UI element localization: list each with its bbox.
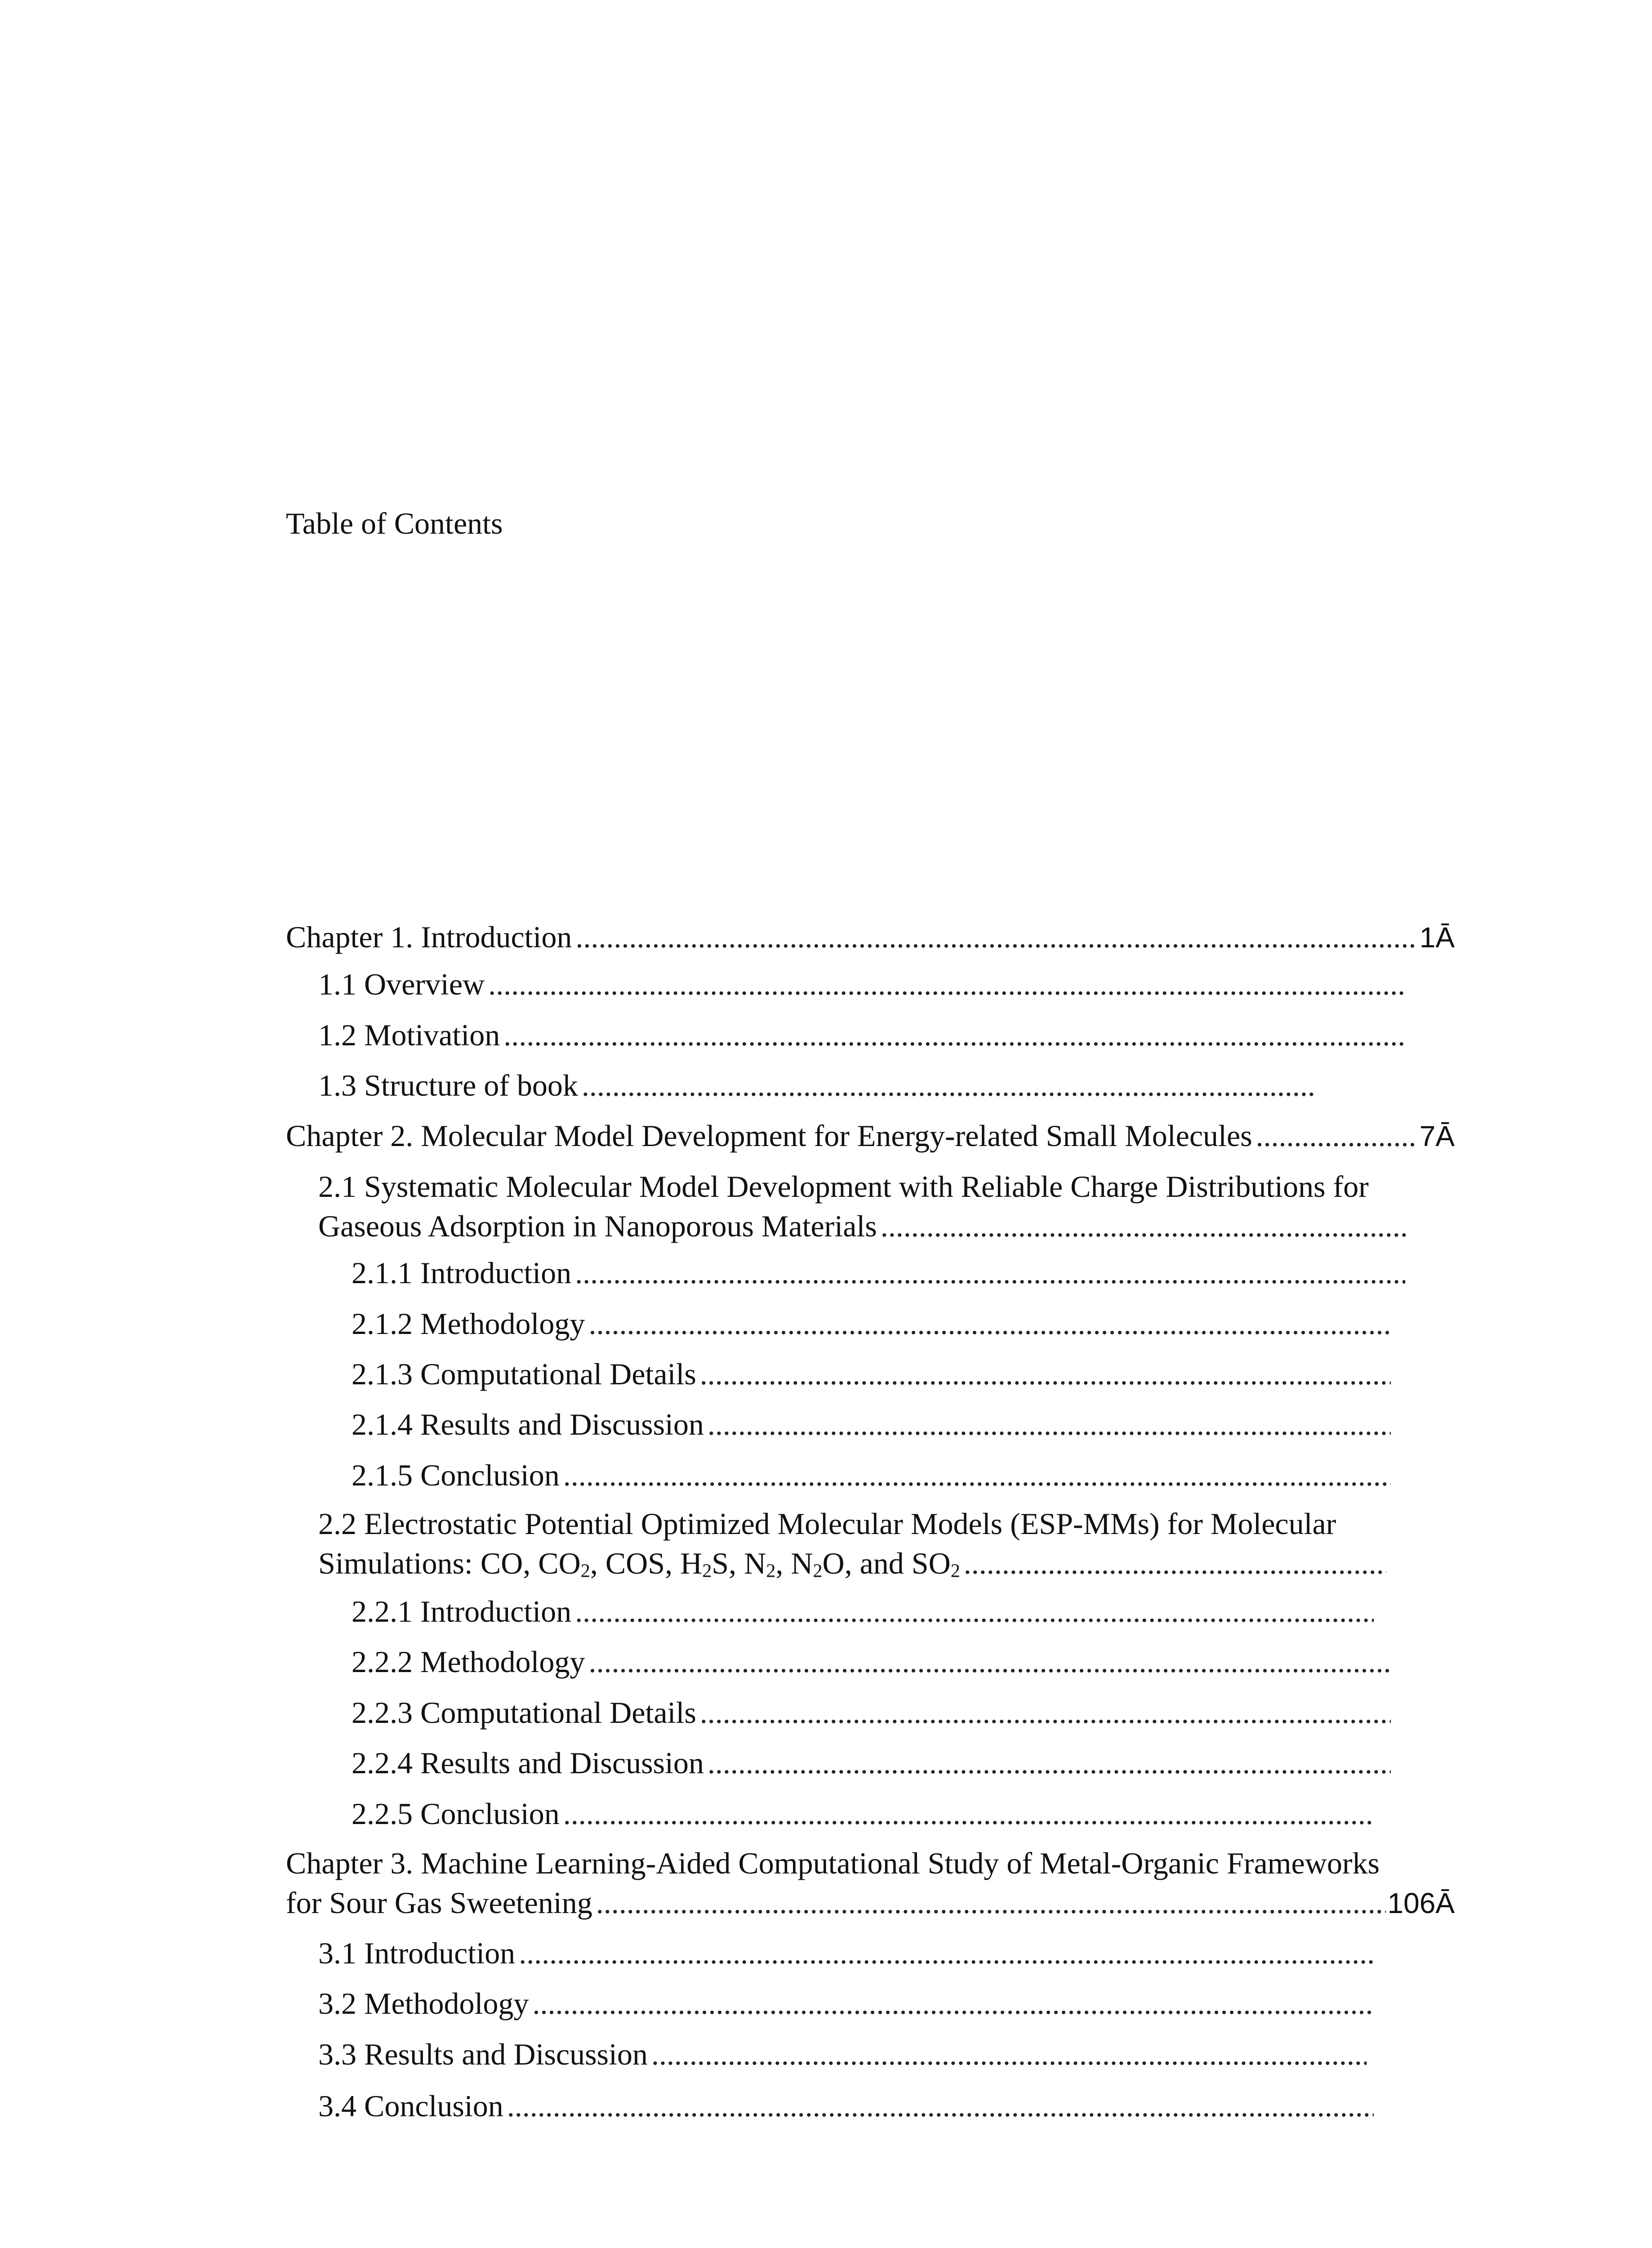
page-title: Table of Contents xyxy=(286,506,503,540)
dot-leader xyxy=(651,2034,1367,2074)
toc-entry-title: 2.1.3 Computational Details xyxy=(352,1357,696,1391)
toc-entry-title: 2.2.5 Conclusion xyxy=(352,1797,560,1831)
dot-leader xyxy=(588,1304,1391,1343)
toc-entry-title: for Sour Gas Sweetening xyxy=(286,1886,592,1920)
toc-entry[interactable] xyxy=(352,1455,1391,1495)
dot-leader xyxy=(708,1405,1391,1444)
toc-entry[interactable] xyxy=(286,1116,1455,1156)
toc-entry-title: 1.3 Structure of book xyxy=(318,1068,578,1102)
toc-entry[interactable] xyxy=(318,1933,1374,1973)
toc-entry-title: Chapter 3. Machine Learning-Aided Computational Study of Metal-Organic Frameworks xyxy=(286,1846,1380,1880)
toc-entry-title: 2.1.2 Methodology xyxy=(352,1307,585,1341)
toc-entry-title: 2.2.2 Methodology xyxy=(352,1645,585,1679)
dot-leader xyxy=(488,964,1405,1004)
toc-entry[interactable] xyxy=(352,1405,1391,1444)
dot-leader xyxy=(582,1066,1315,1105)
toc-entry-title: 1.2 Motivation xyxy=(318,1018,500,1052)
dot-leader xyxy=(503,1015,1405,1055)
dot-leader xyxy=(1256,1116,1418,1155)
toc-page-number: 1Ā xyxy=(1419,921,1455,954)
toc-page-number: 7Ā xyxy=(1419,1120,1455,1152)
toc-entry-title: 3.4 Conclusion xyxy=(318,2089,503,2123)
toc-entry[interactable] xyxy=(318,1015,1405,1055)
dot-leader xyxy=(708,1743,1391,1783)
toc-entry[interactable] xyxy=(318,1984,1374,2023)
toc-entry-title: 2.2.3 Computational Details xyxy=(352,1695,696,1730)
toc-entry-title: 2.2 Electrostatic Potential Optimized Molecular Models (ESP-MMs) for Molecular xyxy=(318,1507,1336,1541)
dot-leader xyxy=(881,1206,1410,1246)
toc-entry[interactable] xyxy=(352,1592,1374,1631)
toc-entry-title: Chapter 1. Introduction xyxy=(286,920,572,954)
toc-entry[interactable] xyxy=(286,917,1455,957)
toc-entry-title: 3.3 Results and Discussion xyxy=(318,2037,648,2071)
toc-entry[interactable] xyxy=(318,2086,1374,2126)
toc-entry-title: Simulations: CO, $CO_2$, COS, $H_2S$, $N_2$, $N_2O$, and $SO_2$ xyxy=(318,1546,960,1582)
dot-leader xyxy=(964,1543,1386,1583)
toc-entry[interactable] xyxy=(352,1743,1391,1783)
toc-entry[interactable] xyxy=(352,1693,1391,1732)
toc-entry-title: 2.1.4 Results and Discussion xyxy=(352,1407,704,1441)
dot-leader xyxy=(563,1455,1391,1495)
dot-leader xyxy=(507,2086,1374,2126)
toc-entry[interactable] xyxy=(352,1794,1374,1833)
toc-entry-title: 2.1.1 Introduction xyxy=(352,1256,572,1290)
dot-leader xyxy=(575,1253,1405,1293)
toc-entry-title: Chapter 2. Molecular Model Development for Energy-related Small Molecules xyxy=(286,1119,1252,1153)
toc-entry-title: Gaseous Adsorption in Nanoporous Materials xyxy=(318,1209,877,1243)
toc-entry[interactable] xyxy=(352,1354,1391,1394)
toc-entry-title: 2.2.4 Results and Discussion xyxy=(352,1746,704,1780)
toc-page-number: 106Ā xyxy=(1387,1887,1455,1919)
toc-entry[interactable] xyxy=(286,1843,1455,1923)
toc-entry-title: 3.2 Methodology xyxy=(318,1986,529,2021)
dot-leader xyxy=(563,1794,1374,1833)
dot-leader xyxy=(532,1984,1374,2023)
dot-leader xyxy=(575,917,1417,957)
toc-entry[interactable] xyxy=(318,1066,1315,1105)
dot-leader xyxy=(519,1933,1374,1973)
toc-entry-title: 2.1.5 Conclusion xyxy=(352,1458,560,1492)
toc-entry[interactable] xyxy=(352,1253,1405,1293)
toc-entry[interactable] xyxy=(352,1642,1391,1682)
dot-leader xyxy=(700,1693,1391,1732)
toc-entry-title: 3.1 Introduction xyxy=(318,1936,516,1970)
toc-entry-title: 1.1 Overview xyxy=(318,967,485,1001)
toc-entry-title: 2.1 Systematic Molecular Model Development with Reliable Charge Distributions for xyxy=(318,1169,1369,1204)
toc-entry[interactable] xyxy=(318,1504,1386,1583)
toc-entry[interactable] xyxy=(352,1304,1391,1343)
toc-entry[interactable] xyxy=(318,1167,1410,1246)
toc-entry[interactable] xyxy=(318,2034,1367,2074)
dot-leader xyxy=(575,1592,1374,1631)
toc-entry[interactable] xyxy=(318,964,1405,1004)
dot-leader xyxy=(700,1354,1391,1394)
dot-leader xyxy=(588,1642,1391,1682)
dot-leader xyxy=(596,1883,1386,1922)
toc-entry-title: 2.2.1 Introduction xyxy=(352,1594,572,1628)
